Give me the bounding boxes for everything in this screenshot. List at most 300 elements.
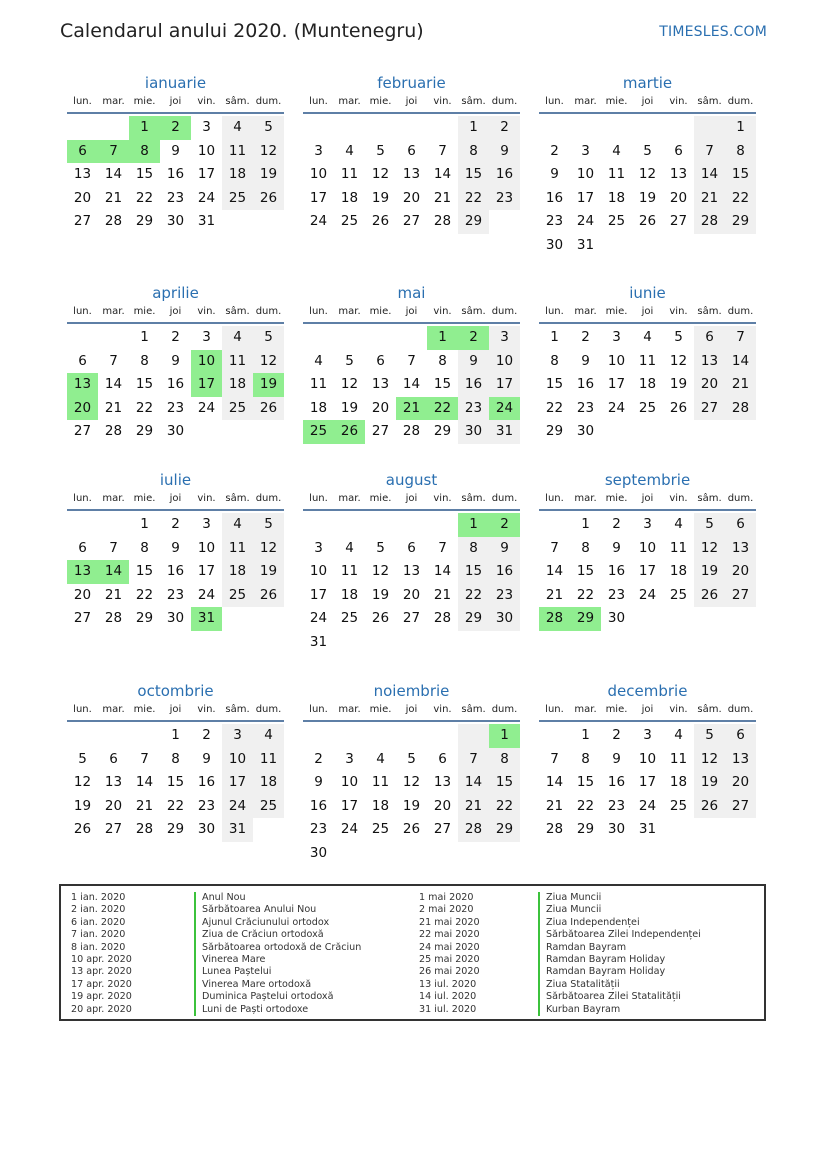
day-cell[interactable]: 19 [73, 797, 92, 814]
day-cell[interactable]: 25 [607, 213, 626, 230]
day-cell[interactable]: 1 [458, 116, 489, 140]
day-cell[interactable]: 24 [607, 399, 626, 416]
day-cell[interactable]: 27 [669, 213, 688, 230]
day-cell[interactable]: 2 [171, 516, 180, 532]
day-cell[interactable]: 15 [458, 163, 489, 187]
day-cell[interactable]: 12 [73, 774, 92, 791]
day-cell[interactable]: 26 [638, 213, 657, 230]
day-cell[interactable]: 8 [725, 140, 756, 164]
day-cell[interactable]: 7 [140, 750, 149, 767]
day-cell[interactable]: 9 [171, 352, 180, 369]
day-cell[interactable]: 10 [607, 352, 626, 369]
day-cell[interactable]: 31 [489, 420, 520, 444]
day-cell[interactable]: 16 [458, 373, 489, 397]
day-cell[interactable]: 11 [371, 774, 390, 791]
day-cell[interactable]: 7 [438, 539, 447, 556]
day-cell[interactable]: 20 [73, 189, 92, 206]
day-cell[interactable]: 13 [433, 774, 452, 791]
day-cell[interactable]: 2 [550, 142, 559, 159]
day-cell[interactable]: 27 [725, 584, 756, 608]
day-cell[interactable]: 6 [725, 513, 756, 537]
day-cell[interactable]: 4 [376, 750, 385, 767]
day-cell[interactable]: 30 [166, 423, 185, 440]
day-cell[interactable]: 11 [222, 537, 253, 561]
day-cell[interactable]: 30 [166, 610, 185, 627]
day-cell[interactable]: 26 [253, 397, 284, 421]
day-cell[interactable]: 18 [222, 560, 253, 584]
day-cell[interactable]: 2 [314, 750, 323, 767]
day-cell[interactable]: 11 [607, 166, 626, 183]
day-cell[interactable]: 30 [197, 821, 216, 838]
holiday-day-cell[interactable]: 28 [539, 607, 570, 631]
day-cell[interactable]: 10 [638, 750, 657, 767]
day-cell[interactable]: 5 [78, 750, 87, 767]
day-cell[interactable]: 14 [694, 163, 725, 187]
day-cell[interactable]: 14 [104, 166, 123, 183]
holiday-day-cell[interactable]: 14 [98, 560, 129, 584]
day-cell[interactable]: 13 [73, 166, 92, 183]
day-cell[interactable]: 18 [607, 189, 626, 206]
day-cell[interactable]: 23 [607, 586, 626, 603]
day-cell[interactable]: 29 [458, 607, 489, 631]
holiday-day-cell[interactable]: 13 [67, 373, 98, 397]
day-cell[interactable]: 29 [433, 423, 452, 440]
day-cell[interactable]: 12 [669, 352, 688, 369]
day-cell[interactable]: 28 [545, 821, 564, 838]
holiday-day-cell[interactable]: 7 [98, 140, 129, 164]
day-cell[interactable]: 31 [638, 821, 657, 838]
day-cell[interactable]: 27 [371, 423, 390, 440]
day-cell[interactable]: 29 [545, 423, 564, 440]
day-cell[interactable]: 30 [309, 844, 328, 861]
day-cell[interactable]: 22 [489, 795, 520, 819]
day-cell[interactable]: 21 [104, 399, 123, 416]
day-cell[interactable]: 21 [104, 586, 123, 603]
day-cell[interactable]: 31 [222, 818, 253, 842]
day-cell[interactable]: 14 [545, 774, 564, 791]
day-cell[interactable]: 27 [694, 397, 725, 421]
day-cell[interactable]: 22 [135, 399, 154, 416]
day-cell[interactable]: 22 [458, 584, 489, 608]
day-cell[interactable]: 23 [166, 586, 185, 603]
day-cell[interactable]: 5 [674, 329, 683, 345]
day-cell[interactable]: 12 [253, 350, 284, 374]
brand-link[interactable]: TIMESLES.COM [659, 24, 767, 40]
day-cell[interactable]: 13 [402, 563, 421, 580]
day-cell[interactable]: 17 [638, 563, 657, 580]
holiday-day-cell[interactable]: 26 [334, 420, 365, 444]
day-cell[interactable]: 22 [166, 797, 185, 814]
day-cell[interactable]: 10 [197, 142, 216, 159]
day-cell[interactable]: 25 [638, 399, 657, 416]
day-cell[interactable]: 26 [694, 584, 725, 608]
day-cell[interactable]: 14 [433, 166, 452, 183]
day-cell[interactable]: 8 [171, 750, 180, 767]
day-cell[interactable]: 23 [489, 584, 520, 608]
day-cell[interactable]: 18 [669, 563, 688, 580]
day-cell[interactable]: 25 [669, 586, 688, 603]
day-cell[interactable]: 19 [694, 560, 725, 584]
day-cell[interactable]: 19 [402, 797, 421, 814]
day-cell[interactable]: 3 [345, 750, 354, 767]
day-cell[interactable]: 5 [253, 513, 284, 537]
day-cell[interactable]: 11 [669, 750, 688, 767]
day-cell[interactable]: 1 [140, 516, 149, 532]
day-cell[interactable]: 31 [309, 633, 328, 650]
day-cell[interactable]: 15 [166, 774, 185, 791]
day-cell[interactable]: 2 [612, 727, 621, 743]
day-cell[interactable]: 22 [458, 187, 489, 211]
day-cell[interactable]: 25 [371, 821, 390, 838]
day-cell[interactable]: 14 [104, 376, 123, 393]
day-cell[interactable]: 3 [202, 329, 211, 345]
day-cell[interactable]: 1 [140, 329, 149, 345]
holiday-day-cell[interactable]: 1 [489, 724, 520, 748]
day-cell[interactable]: 25 [253, 795, 284, 819]
day-cell[interactable]: 27 [402, 213, 421, 230]
day-cell[interactable]: 18 [371, 797, 390, 814]
day-cell[interactable]: 27 [73, 213, 92, 230]
day-cell[interactable]: 9 [612, 750, 621, 767]
day-cell[interactable]: 13 [402, 166, 421, 183]
day-cell[interactable]: 22 [135, 586, 154, 603]
day-cell[interactable]: 21 [725, 373, 756, 397]
day-cell[interactable]: 20 [669, 189, 688, 206]
day-cell[interactable]: 13 [694, 350, 725, 374]
day-cell[interactable]: 5 [643, 142, 652, 159]
holiday-day-cell[interactable]: 2 [489, 513, 520, 537]
day-cell[interactable]: 23 [607, 797, 626, 814]
day-cell[interactable]: 29 [166, 821, 185, 838]
day-cell[interactable]: 7 [109, 539, 118, 556]
day-cell[interactable]: 15 [135, 166, 154, 183]
holiday-day-cell[interactable]: 25 [303, 420, 334, 444]
day-cell[interactable]: 3 [314, 142, 323, 159]
day-cell[interactable]: 15 [576, 563, 595, 580]
day-cell[interactable]: 10 [489, 350, 520, 374]
day-cell[interactable]: 4 [222, 513, 253, 537]
day-cell[interactable]: 26 [253, 584, 284, 608]
day-cell[interactable]: 3 [202, 516, 211, 532]
day-cell[interactable]: 28 [433, 610, 452, 627]
day-cell[interactable]: 9 [458, 350, 489, 374]
day-cell[interactable]: 21 [135, 797, 154, 814]
day-cell[interactable]: 9 [581, 352, 590, 369]
day-cell[interactable]: 31 [197, 213, 216, 230]
day-cell[interactable]: 20 [402, 189, 421, 206]
day-cell[interactable]: 6 [438, 750, 447, 767]
day-cell[interactable]: 5 [407, 750, 416, 767]
day-cell[interactable]: 19 [253, 163, 284, 187]
day-cell[interactable]: 24 [309, 213, 328, 230]
day-cell[interactable]: 18 [340, 189, 359, 206]
day-cell[interactable]: 7 [550, 750, 559, 767]
day-cell[interactable]: 30 [607, 821, 626, 838]
day-cell[interactable]: 23 [545, 213, 564, 230]
day-cell[interactable]: 19 [340, 399, 359, 416]
day-cell[interactable]: 9 [171, 142, 180, 159]
day-cell[interactable]: 28 [104, 213, 123, 230]
day-cell[interactable]: 29 [458, 210, 489, 234]
day-cell[interactable]: 24 [197, 399, 216, 416]
holiday-day-cell[interactable]: 29 [570, 607, 601, 631]
day-cell[interactable]: 16 [197, 774, 216, 791]
holiday-day-cell[interactable]: 20 [67, 397, 98, 421]
day-cell[interactable]: 11 [340, 563, 359, 580]
day-cell[interactable]: 10 [576, 166, 595, 183]
day-cell[interactable]: 27 [433, 821, 452, 838]
day-cell[interactable]: 20 [371, 399, 390, 416]
day-cell[interactable]: 8 [140, 539, 149, 556]
day-cell[interactable]: 24 [309, 610, 328, 627]
day-cell[interactable]: 21 [545, 797, 564, 814]
day-cell[interactable]: 28 [725, 397, 756, 421]
day-cell[interactable]: 7 [550, 539, 559, 556]
day-cell[interactable]: 3 [222, 724, 253, 748]
day-cell[interactable]: 16 [166, 166, 185, 183]
day-cell[interactable]: 21 [458, 795, 489, 819]
day-cell[interactable]: 25 [222, 397, 253, 421]
day-cell[interactable]: 1 [725, 116, 756, 140]
holiday-day-cell[interactable]: 22 [427, 397, 458, 421]
day-cell[interactable]: 15 [135, 376, 154, 393]
day-cell[interactable]: 6 [109, 750, 118, 767]
day-cell[interactable]: 15 [135, 563, 154, 580]
day-cell[interactable]: 27 [73, 610, 92, 627]
day-cell[interactable]: 17 [309, 586, 328, 603]
day-cell[interactable]: 18 [669, 774, 688, 791]
day-cell[interactable]: 22 [576, 586, 595, 603]
day-cell[interactable]: 7 [438, 142, 447, 159]
day-cell[interactable]: 30 [545, 236, 564, 253]
day-cell[interactable]: 20 [433, 797, 452, 814]
day-cell[interactable]: 20 [73, 586, 92, 603]
day-cell[interactable]: 1 [581, 516, 590, 532]
day-cell[interactable]: 7 [725, 326, 756, 350]
day-cell[interactable]: 16 [166, 563, 185, 580]
holiday-day-cell[interactable]: 10 [191, 350, 222, 374]
day-cell[interactable]: 29 [725, 210, 756, 234]
day-cell[interactable]: 24 [197, 586, 216, 603]
day-cell[interactable]: 12 [340, 376, 359, 393]
day-cell[interactable]: 15 [458, 560, 489, 584]
day-cell[interactable]: 6 [725, 724, 756, 748]
day-cell[interactable]: 17 [222, 771, 253, 795]
day-cell[interactable]: 6 [376, 352, 385, 369]
day-cell[interactable]: 21 [433, 189, 452, 206]
day-cell[interactable]: 14 [458, 771, 489, 795]
day-cell[interactable]: 8 [458, 140, 489, 164]
day-cell[interactable]: 22 [576, 797, 595, 814]
day-cell[interactable]: 24 [222, 795, 253, 819]
day-cell[interactable]: 9 [171, 539, 180, 556]
day-cell[interactable]: 2 [202, 727, 211, 743]
day-cell[interactable]: 20 [725, 771, 756, 795]
day-cell[interactable]: 3 [489, 326, 520, 350]
day-cell[interactable]: 30 [458, 420, 489, 444]
day-cell[interactable]: 14 [402, 376, 421, 393]
day-cell[interactable]: 15 [725, 163, 756, 187]
day-cell[interactable]: 17 [197, 166, 216, 183]
day-cell[interactable]: 4 [674, 727, 683, 743]
day-cell[interactable]: 16 [607, 563, 626, 580]
day-cell[interactable]: 21 [433, 586, 452, 603]
day-cell[interactable]: 12 [371, 563, 390, 580]
day-cell[interactable]: 5 [694, 724, 725, 748]
day-cell[interactable]: 10 [309, 563, 328, 580]
day-cell[interactable]: 23 [489, 187, 520, 211]
day-cell[interactable]: 26 [669, 399, 688, 416]
day-cell[interactable]: 17 [489, 373, 520, 397]
day-cell[interactable]: 29 [576, 821, 595, 838]
day-cell[interactable]: 27 [73, 423, 92, 440]
day-cell[interactable]: 6 [674, 142, 683, 159]
day-cell[interactable]: 18 [340, 586, 359, 603]
day-cell[interactable]: 18 [638, 376, 657, 393]
day-cell[interactable]: 19 [371, 586, 390, 603]
day-cell[interactable]: 19 [253, 560, 284, 584]
day-cell[interactable]: 17 [576, 189, 595, 206]
day-cell[interactable]: 7 [458, 748, 489, 772]
day-cell[interactable]: 4 [643, 329, 652, 345]
day-cell[interactable]: 6 [407, 142, 416, 159]
day-cell[interactable]: 4 [314, 352, 323, 369]
day-cell[interactable]: 19 [371, 189, 390, 206]
day-cell[interactable]: 21 [694, 187, 725, 211]
day-cell[interactable]: 27 [104, 821, 123, 838]
day-cell[interactable]: 20 [725, 560, 756, 584]
day-cell[interactable]: 9 [489, 537, 520, 561]
day-cell[interactable]: 3 [314, 539, 323, 556]
day-cell[interactable]: 19 [638, 189, 657, 206]
day-cell[interactable]: 6 [694, 326, 725, 350]
day-cell[interactable]: 17 [607, 376, 626, 393]
day-cell[interactable]: 23 [166, 399, 185, 416]
day-cell[interactable]: 10 [222, 748, 253, 772]
day-cell[interactable]: 23 [576, 399, 595, 416]
day-cell[interactable]: 18 [222, 163, 253, 187]
day-cell[interactable]: 12 [694, 748, 725, 772]
day-cell[interactable]: 7 [407, 352, 416, 369]
day-cell[interactable]: 9 [314, 774, 323, 791]
holiday-day-cell[interactable]: 1 [129, 116, 160, 140]
day-cell[interactable]: 30 [607, 610, 626, 627]
day-cell[interactable]: 14 [135, 774, 154, 791]
day-cell[interactable]: 10 [340, 774, 359, 791]
day-cell[interactable]: 2 [581, 329, 590, 345]
day-cell[interactable]: 12 [402, 774, 421, 791]
day-cell[interactable]: 16 [576, 376, 595, 393]
day-cell[interactable]: 15 [433, 376, 452, 393]
day-cell[interactable]: 28 [104, 423, 123, 440]
day-cell[interactable]: 9 [550, 166, 559, 183]
day-cell[interactable]: 8 [140, 352, 149, 369]
day-cell[interactable]: 27 [402, 610, 421, 627]
day-cell[interactable]: 14 [725, 350, 756, 374]
day-cell[interactable]: 15 [489, 771, 520, 795]
day-cell[interactable]: 4 [345, 539, 354, 556]
day-cell[interactable]: 5 [376, 142, 385, 159]
day-cell[interactable]: 5 [253, 326, 284, 350]
day-cell[interactable]: 11 [638, 352, 657, 369]
day-cell[interactable]: 24 [638, 797, 657, 814]
day-cell[interactable]: 17 [309, 189, 328, 206]
day-cell[interactable]: 11 [669, 539, 688, 556]
day-cell[interactable]: 15 [576, 774, 595, 791]
day-cell[interactable]: 8 [489, 748, 520, 772]
day-cell[interactable]: 8 [581, 539, 590, 556]
day-cell[interactable]: 14 [433, 563, 452, 580]
day-cell[interactable]: 28 [104, 610, 123, 627]
day-cell[interactable]: 28 [433, 213, 452, 230]
day-cell[interactable]: 29 [135, 213, 154, 230]
day-cell[interactable]: 10 [197, 539, 216, 556]
day-cell[interactable]: 4 [253, 724, 284, 748]
day-cell[interactable]: 16 [607, 774, 626, 791]
day-cell[interactable]: 1 [171, 727, 180, 743]
day-cell[interactable]: 6 [78, 352, 87, 369]
day-cell[interactable]: 8 [458, 537, 489, 561]
day-cell[interactable]: 30 [576, 423, 595, 440]
day-cell[interactable]: 22 [725, 187, 756, 211]
day-cell[interactable]: 4 [222, 116, 253, 140]
day-cell[interactable]: 13 [371, 376, 390, 393]
day-cell[interactable]: 28 [458, 818, 489, 842]
day-cell[interactable]: 29 [489, 818, 520, 842]
day-cell[interactable]: 17 [340, 797, 359, 814]
day-cell[interactable]: 16 [545, 189, 564, 206]
day-cell[interactable]: 20 [402, 586, 421, 603]
day-cell[interactable]: 3 [581, 142, 590, 159]
day-cell[interactable]: 29 [135, 610, 154, 627]
day-cell[interactable]: 22 [135, 189, 154, 206]
day-cell[interactable]: 5 [376, 539, 385, 556]
day-cell[interactable]: 28 [135, 821, 154, 838]
holiday-day-cell[interactable]: 6 [67, 140, 98, 164]
day-cell[interactable]: 26 [694, 795, 725, 819]
day-cell[interactable]: 4 [674, 516, 683, 532]
day-cell[interactable]: 18 [309, 399, 328, 416]
day-cell[interactable]: 26 [371, 610, 390, 627]
day-cell[interactable]: 26 [253, 187, 284, 211]
day-cell[interactable]: 8 [581, 750, 590, 767]
day-cell[interactable]: 26 [73, 821, 92, 838]
day-cell[interactable]: 25 [222, 187, 253, 211]
day-cell[interactable]: 2 [489, 116, 520, 140]
day-cell[interactable]: 11 [253, 748, 284, 772]
day-cell[interactable]: 4 [345, 142, 354, 159]
day-cell[interactable]: 3 [643, 516, 652, 532]
day-cell[interactable]: 28 [694, 210, 725, 234]
day-cell[interactable]: 16 [166, 376, 185, 393]
holiday-day-cell[interactable]: 24 [489, 397, 520, 421]
day-cell[interactable]: 2 [171, 329, 180, 345]
day-cell[interactable]: 4 [222, 326, 253, 350]
holiday-day-cell[interactable]: 1 [427, 326, 458, 350]
day-cell[interactable]: 3 [612, 329, 621, 345]
day-cell[interactable]: 18 [253, 771, 284, 795]
day-cell[interactable]: 24 [638, 586, 657, 603]
day-cell[interactable]: 7 [109, 352, 118, 369]
day-cell[interactable]: 9 [489, 140, 520, 164]
holiday-day-cell[interactable]: 17 [191, 373, 222, 397]
day-cell[interactable]: 20 [104, 797, 123, 814]
day-cell[interactable]: 30 [166, 213, 185, 230]
day-cell[interactable]: 16 [489, 163, 520, 187]
day-cell[interactable]: 8 [550, 352, 559, 369]
day-cell[interactable]: 23 [458, 397, 489, 421]
day-cell[interactable]: 17 [638, 774, 657, 791]
